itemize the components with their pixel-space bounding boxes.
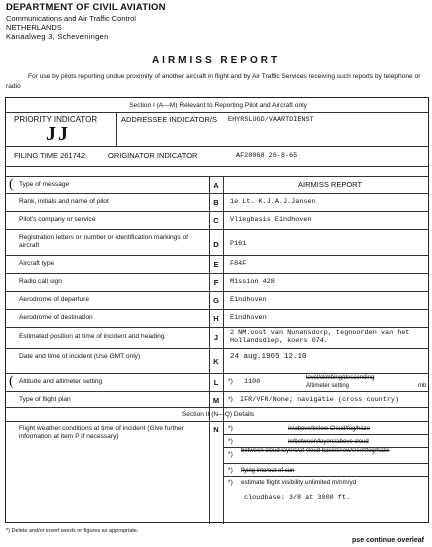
row-g-value: Eindhoven	[230, 296, 267, 304]
checkbox-mark: *)	[228, 467, 233, 474]
report-form	[5, 97, 429, 523]
weather-line-6: cloudbase: 3/8 at 3000 ft.	[244, 494, 351, 502]
row-l-unit: mb	[418, 383, 427, 389]
checkbox-mark: *)	[228, 438, 233, 445]
row-n-label: Flight weather conditions at time of incident (Give further information at item P if necessary)	[19, 425, 184, 440]
handwritten-mark: (	[9, 374, 14, 389]
divider	[6, 291, 428, 292]
row-b-label: Rank, initials and name of pilot	[19, 198, 109, 205]
divider	[223, 447, 428, 448]
addressee-value: EHYRSLUGD/VAARTDIENST	[228, 116, 314, 124]
row-l-level-options: level/climbing/descending	[306, 375, 375, 381]
row-b-code: B	[213, 198, 219, 207]
row-f-label: Radio call sign	[19, 278, 62, 285]
row-e-code: E	[213, 260, 219, 269]
divider	[223, 434, 428, 435]
divider	[6, 407, 428, 408]
originator-value: AF28068 26-8-65	[236, 152, 298, 160]
divider	[6, 327, 428, 328]
checkbox-mark: *)	[228, 396, 233, 403]
row-k-code: K	[213, 357, 219, 366]
priority-value: JJ	[46, 123, 70, 145]
filing-time-label: FILING TIME 261742	[14, 151, 86, 160]
row-b-value: 1e Lt. K.J.A.J.Jansen	[230, 198, 316, 206]
originator-label: ORIGINATOR INDICATOR	[108, 151, 198, 160]
weather-line-1: in/above/below Cloud/fog/haze	[288, 426, 371, 432]
row-f-value: Mission 428	[230, 278, 275, 286]
row-g-code: G	[213, 296, 219, 305]
weather-line-3: between cloud layers/at cloud base/snow/sleet/fog/haze	[241, 448, 390, 454]
weather-line-2: in/between/layers/above cloud	[288, 439, 369, 445]
address-line: Kanaalweg 3, Scheveningen	[6, 32, 109, 41]
priority-label: PRIORITY INDICATOR	[14, 115, 98, 124]
divider	[223, 476, 428, 477]
page-title: AIRMISS REPORT	[151, 55, 281, 66]
checkbox-mark: *)	[228, 425, 233, 432]
divider	[6, 176, 428, 177]
row-d-value: P161	[230, 240, 247, 248]
section2-heading: Section II (N—Q) Details	[181, 411, 255, 418]
row-l-altimeter-setting: Altimeter setting	[306, 383, 350, 389]
continue-note: pse continue overleaf	[352, 537, 424, 544]
row-m-value: IFR/VFR/None; navigatie (cross country)	[240, 396, 400, 404]
row-k-value: 24 aug.1965 12.10	[230, 353, 307, 361]
row-a-value: AIRMISS REPORT	[298, 180, 363, 189]
intro-text: For use by pilots reporting undue proximity of another aircraft in flight and by Air Traffic Services receiving such reports by telephone or radio	[6, 73, 421, 90]
section1-heading: Section I (A—M) Relevant to Reporting Pilot and Aircraft only	[129, 102, 307, 109]
divider	[6, 391, 428, 392]
row-h-code: H	[213, 314, 219, 323]
divider	[6, 255, 428, 256]
checkbox-mark: *)	[228, 378, 233, 385]
row-e-value: F84F	[230, 260, 247, 268]
row-a-code: A	[213, 181, 219, 190]
divider	[6, 421, 428, 422]
country-line: NETHERLANDS	[6, 23, 62, 32]
row-c-label: Pilot's company or service	[19, 216, 96, 223]
divider	[6, 273, 428, 274]
weather-line-5: estimate flight visibility unlimited m/nm/yd	[241, 479, 357, 486]
row-n-code: N	[213, 425, 219, 434]
divider	[6, 193, 428, 194]
row-c-value: Vliegbasis Eindhoven	[230, 216, 312, 224]
row-f-code: F	[213, 278, 219, 287]
row-a-label: Type of message	[19, 181, 70, 188]
row-c-code: C	[213, 216, 219, 225]
footnote: *) Delete and/or insert words or figures as appropriate.	[6, 528, 139, 534]
column-divider	[209, 421, 210, 524]
divider	[223, 463, 428, 464]
department-title: DEPARTMENT OF CIVIL AVIATION	[6, 2, 166, 13]
divider	[6, 211, 428, 212]
addressee-label: ADDRESSEE INDICATOR/S	[121, 115, 217, 124]
weather-line-4: flying into/out of sun	[241, 468, 295, 474]
row-d-label: Registration letters or number or identification markings of aircraft	[19, 234, 188, 249]
divider	[6, 166, 428, 167]
row-l-code: L	[213, 378, 219, 387]
row-g-label: Aerodrome of departure	[19, 296, 90, 303]
divider	[6, 309, 428, 310]
row-e-label: Aircraft type	[19, 260, 55, 267]
divider	[6, 146, 428, 147]
handwritten-mark: (	[9, 177, 14, 192]
row-j-label: Estimated position at time of incident and heading	[19, 333, 165, 340]
row-l-label: Altitude and altimeter setting	[19, 378, 103, 385]
row-l-value: 1100	[244, 378, 261, 386]
checkbox-mark: *)	[228, 479, 233, 486]
row-j-value: 2 NM.oost van Nunansdorp, tegnoorden van het Hollandsdiep, koers 074.	[230, 329, 410, 345]
divider	[6, 229, 428, 230]
column-divider	[223, 421, 224, 524]
division-line: Communications and Air Traffic Control	[6, 14, 136, 23]
row-j-code: J	[213, 333, 219, 342]
checkbox-mark: *)	[228, 451, 233, 458]
row-k-label: Date and time of incident (Use GMT only)	[19, 353, 141, 360]
row-d-code: D	[213, 240, 219, 249]
row-h-label: Aerodrome of destination	[19, 314, 93, 321]
row-m-code: M	[212, 396, 220, 405]
row-m-label: Type of flight plan	[19, 396, 71, 403]
divider	[6, 112, 428, 113]
row-h-value: Eindhoven	[230, 314, 267, 322]
divider	[116, 112, 117, 146]
divider	[6, 348, 428, 349]
